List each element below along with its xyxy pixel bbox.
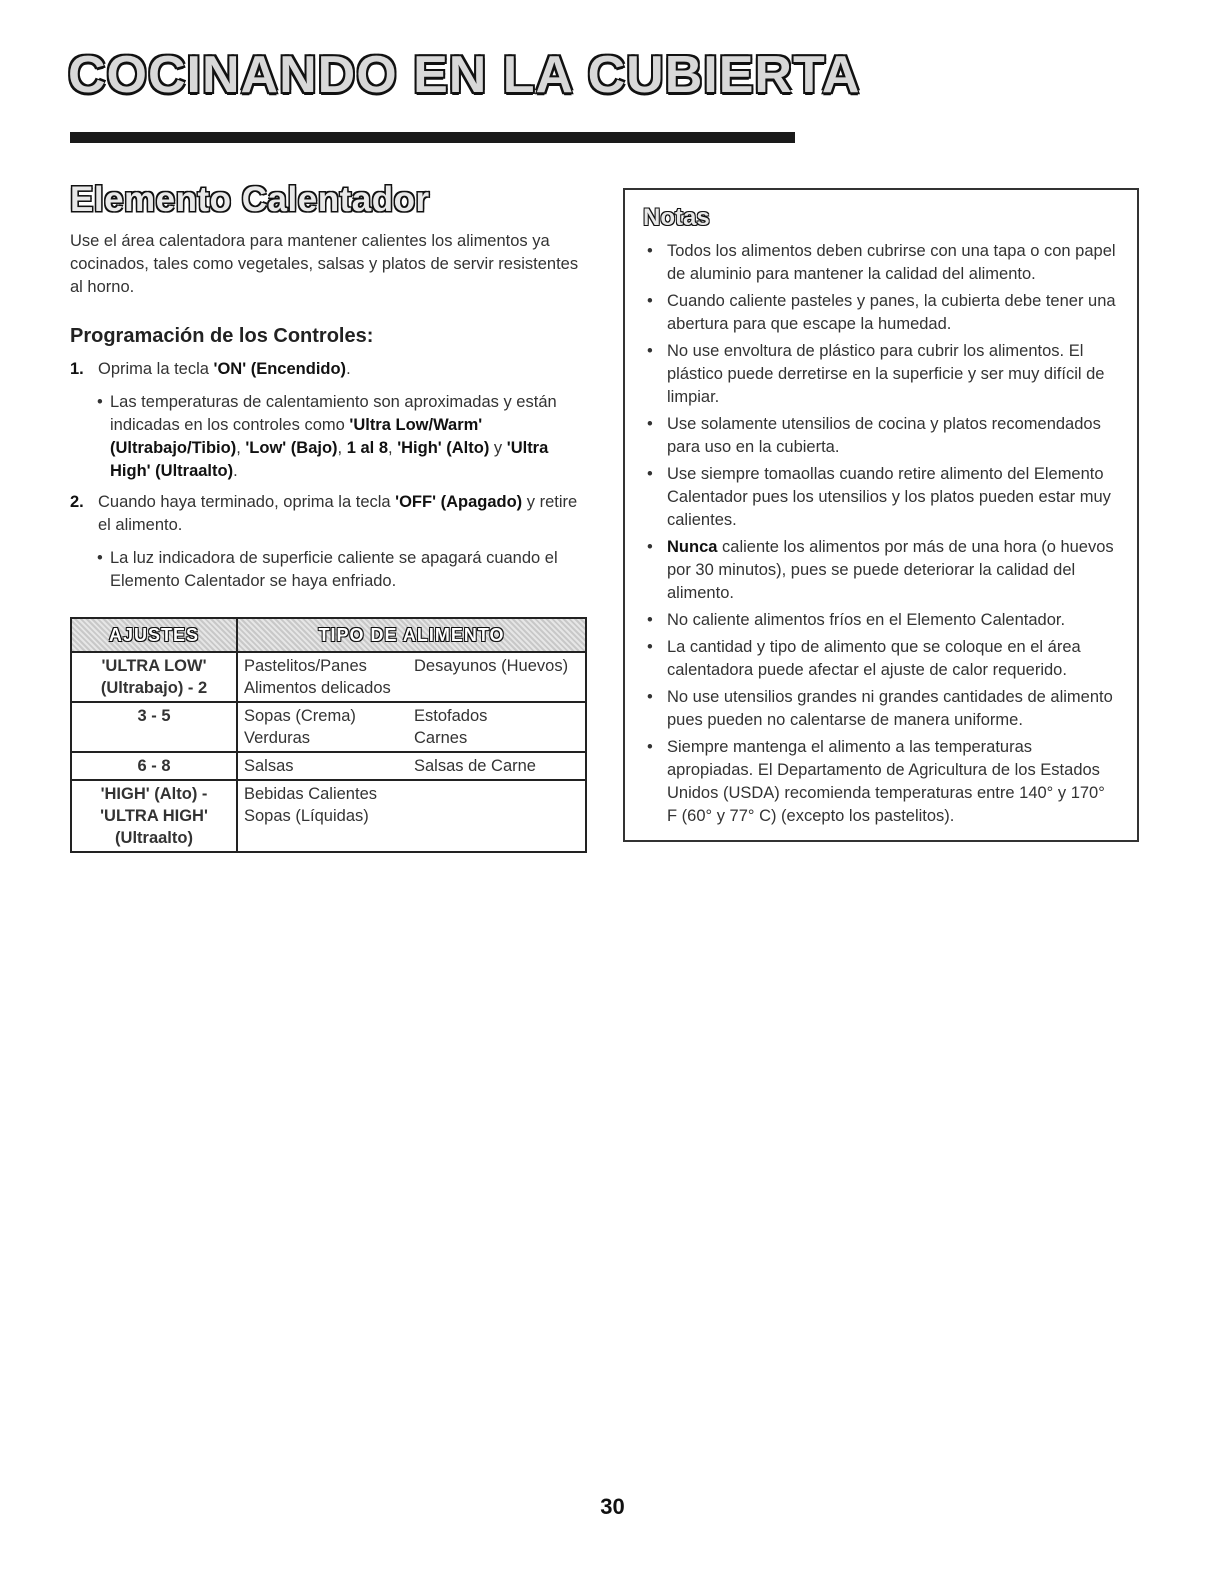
bullet-dot: • bbox=[647, 688, 653, 706]
list-item bbox=[643, 686, 1119, 732]
setting-ultra-high: 'Ultra High' (Ultraalto) bbox=[110, 439, 549, 480]
step-text-end: . bbox=[346, 360, 351, 378]
separator: , bbox=[236, 439, 246, 457]
notes-title: Notas bbox=[643, 204, 710, 231]
bullet-dot: • bbox=[647, 738, 653, 756]
step-text: Cuando haya terminado, oprima la tecla bbox=[98, 493, 396, 511]
notes-list bbox=[643, 240, 1119, 828]
step-text: Oprima la tecla bbox=[98, 360, 214, 378]
food-item: Alimentos delicados bbox=[244, 679, 391, 697]
header-settings: AJUSTES bbox=[71, 618, 237, 652]
bullet-dot: • bbox=[647, 611, 653, 629]
table-header-row bbox=[71, 618, 586, 652]
note-text: No caliente alimentos fríos en el Elemento Calentador. bbox=[667, 611, 1066, 629]
step-number: 2. bbox=[70, 493, 84, 511]
setting-cell bbox=[71, 752, 237, 780]
food-item: Salsas de Carne bbox=[414, 757, 536, 775]
food-item: Sopas (Crema) bbox=[244, 707, 356, 725]
setting-line: 'HIGH' (Alto) - bbox=[100, 785, 208, 803]
note-bold: Nunca bbox=[667, 538, 718, 556]
food-item: Desayunos (Huevos) bbox=[414, 657, 569, 675]
separator: , bbox=[388, 439, 398, 457]
list-item bbox=[643, 463, 1119, 532]
header-food-type: TIPO DE ALIMENTO bbox=[237, 618, 586, 652]
steps-list bbox=[70, 358, 590, 593]
setting-line: 'ULTRA HIGH' bbox=[100, 807, 208, 825]
step-text-end: y retire el alimento. bbox=[98, 493, 578, 534]
food-item: Bebidas Calientes bbox=[244, 785, 377, 803]
step-key: 'ON' (Encendido) bbox=[213, 360, 347, 378]
bullet-dot: • bbox=[647, 242, 653, 260]
list-item bbox=[643, 609, 1119, 632]
bullet-end: . bbox=[233, 462, 238, 480]
step-key: 'OFF' (Apagado) bbox=[395, 493, 523, 511]
list-item bbox=[643, 240, 1119, 286]
table-row bbox=[71, 780, 586, 852]
list-item bbox=[643, 636, 1119, 682]
bullet-dot: • bbox=[647, 465, 653, 483]
list-item bbox=[643, 290, 1119, 336]
step-2-bullet bbox=[70, 547, 590, 593]
table-row bbox=[71, 752, 586, 780]
bullet-dot: • bbox=[647, 538, 653, 556]
list-item bbox=[643, 413, 1119, 459]
food-cell bbox=[237, 702, 586, 752]
note-text: Use siempre tomaollas cuando retire alimento del Elemento Calentador pues los utensilios y los platos pueden estar muy calientes. bbox=[667, 465, 1111, 529]
setting-line: 'ULTRA LOW' bbox=[101, 657, 207, 675]
setting-line: 6 - 8 bbox=[137, 757, 171, 775]
setting-line: (Ultraalto) bbox=[115, 829, 193, 847]
setting-cell bbox=[71, 652, 237, 702]
settings-table bbox=[70, 617, 587, 853]
bullet-text: La luz indicadora de superficie caliente se apagará cuando el Elemento Calentador se haya enfriado. bbox=[110, 549, 558, 590]
list-item bbox=[643, 340, 1119, 409]
list-item bbox=[643, 536, 1119, 605]
intro-paragraph: Use el área calentadora para mantener calientes los alimentos ya cocinados, tales como vegetales, salsas y platos de servir resistentes al horno. bbox=[70, 232, 579, 296]
note-text: Siempre mantenga el alimento a las temperaturas apropiadas. El Departamento de Agricultura de los Estados Unidos (USDA) recomienda temperaturas entre 140° y 170° F (60° y 77° C) (excepto los pastelitos). bbox=[667, 738, 1105, 825]
setting-low: 'Low' (Bajo) bbox=[245, 439, 338, 457]
separator: y bbox=[489, 439, 507, 457]
table-row bbox=[71, 702, 586, 752]
bullet-dot: • bbox=[647, 638, 653, 656]
bullet-text: Las temperaturas de calentamiento son aproximadas y están indicadas en los controles como bbox=[110, 393, 557, 434]
bullet-dot: • bbox=[647, 292, 653, 310]
section-heading: Elemento Calentador bbox=[70, 180, 430, 219]
bullet-dot: • bbox=[647, 415, 653, 433]
food-item: Verduras bbox=[244, 729, 311, 747]
note-text: Use solamente utensilios de cocina y platos recomendados para uso en la cubierta. bbox=[667, 415, 1101, 456]
food-cell bbox=[237, 652, 586, 702]
note-text: Todos los alimentos deben cubrirse con una tapa o con papel de aluminio para mantener la calidad del alimento. bbox=[667, 242, 1116, 283]
food-item: Salsas bbox=[244, 757, 294, 775]
setting-high: 'High' (Alto) bbox=[397, 439, 490, 457]
table-row bbox=[71, 652, 586, 702]
setting-line: (Ultrabajo) - 2 bbox=[100, 679, 208, 697]
bullet-dot: • bbox=[97, 393, 103, 411]
bullet-dot: • bbox=[647, 342, 653, 360]
food-item: Sopas (Líquidas) bbox=[244, 807, 369, 825]
heating-element-section bbox=[70, 180, 590, 601]
separator: , bbox=[337, 439, 347, 457]
setting-range: 1 al 8 bbox=[346, 439, 389, 457]
step-2 bbox=[70, 491, 590, 537]
title-rule bbox=[70, 132, 795, 143]
setting-line: 3 - 5 bbox=[137, 707, 171, 725]
page-title: COCINANDO EN LA CUBIERTA bbox=[68, 46, 861, 104]
food-item: Carnes bbox=[414, 729, 468, 747]
step-1-bullet bbox=[70, 391, 590, 483]
note-text: caliente los alimentos por más de una hora (o huevos por 30 minutos), pues se puede deteriorar la calidad del alimento. bbox=[667, 538, 1114, 602]
setting-cell bbox=[71, 780, 237, 852]
food-item: Estofados bbox=[414, 707, 488, 725]
note-text: No use utensilios grandes ni grandes cantidades de alimento pues pueden no calentarse de manera uniforme. bbox=[667, 688, 1113, 729]
list-item bbox=[643, 736, 1119, 828]
step-number: 1. bbox=[70, 360, 84, 378]
note-text: La cantidad y tipo de alimento que se coloque en el área calentadora puede afectar el ajuste de calor requerido. bbox=[667, 638, 1081, 679]
page-number: 30 bbox=[600, 1494, 625, 1519]
step-1 bbox=[70, 358, 590, 381]
controls-subheading: Programación de los Controles: bbox=[70, 325, 374, 347]
notes-box bbox=[623, 188, 1139, 842]
food-cell bbox=[237, 752, 586, 780]
food-cell bbox=[237, 780, 586, 852]
setting-cell bbox=[71, 702, 237, 752]
setting-ultra-low: 'Ultra Low/Warm' (Ultrabajo/Tibio) bbox=[110, 416, 483, 457]
bullet-dot: • bbox=[97, 549, 103, 567]
note-text: No use envoltura de plástico para cubrir los alimentos. El plástico puede derretirse en la superficie y ser muy difícil de limpiar. bbox=[667, 342, 1105, 406]
food-item: Pastelitos/Panes bbox=[244, 657, 367, 675]
note-text: Cuando caliente pasteles y panes, la cubierta debe tener una abertura para que escape la humedad. bbox=[667, 292, 1116, 333]
